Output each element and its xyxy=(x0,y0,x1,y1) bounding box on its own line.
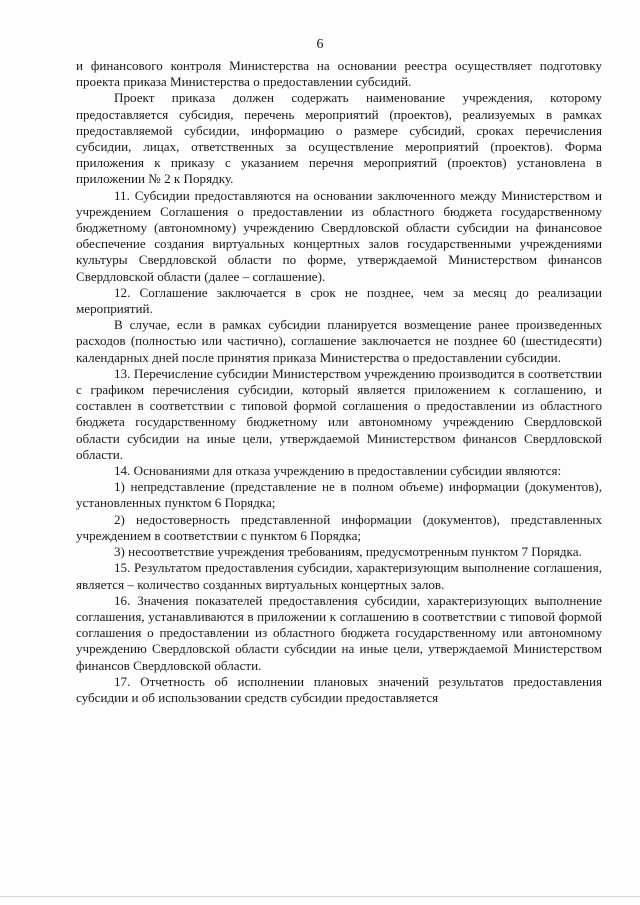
paragraph-16: 16. Значения показателей предоставления субсидии, характеризующих выполнение соглашения, устанавливаются в приложении к соглашению в соответствии с типовой формой соглашения о предоставлении из областного бюджета государственному или автономному учреждению Свердловской области субсидии на иные цели, утверждаемой Министерством финансов Свердловской области. xyxy=(76,592,602,673)
paragraph-13: 13. Перечисление субсидии Министерством учреждению производится в соответствии с графиком перечисления субсидии, который является приложением к соглашению, и составлен в соответствии с типовой формой соглашения о предоставлении из областного бюджета государственному бюджетному или автономному учреждению Свердловской области субсидии на иные цели, утверждаемой Министерством финансов Свердловской области. xyxy=(76,365,602,462)
paragraph-order-draft: Проект приказа должен содержать наименование учреждения, которому предоставляется субсидия, перечень мероприятий (проектов), реализуемых в рамках предоставляемой субсидии, информацию о размере субсидий, сроках перечисления субсидии, лицах, ответственных за осуществление мероприятий (проектов). Форма приложения к приказу с указанием перечня мероприятий (проектов) установлена в приложении № 2 к Порядку. xyxy=(76,90,602,187)
paragraph-14-item-1: 1) непредставление (представление не в полном объеме) информации (документов), установленных пунктом 6 Порядка; xyxy=(76,479,602,511)
document-body xyxy=(76,58,602,706)
paragraph-15: 15. Результатом предоставления субсидии, характеризующим выполнение соглашения, является – количество созданных виртуальных концертных залов. xyxy=(76,560,602,592)
paragraph-14-item-3: 3) несоответствие учреждения требованиям, предусмотренным пунктом 7 Порядка. xyxy=(114,544,582,560)
paragraph-continuation: и финансового контроля Министерства на основании реестра осуществляет подготовку проекта приказа Министерства о предоставлении субсидий. xyxy=(76,58,602,90)
paragraph-12-reimbursement: В случае, если в рамках субсидии планируется возмещение ранее произведенных расходов (полностью или частично), соглашение заключается не позднее 60 (шестидесяти) календарных дней после принятия приказа Министерства о предоставлении субсидии. xyxy=(76,317,602,365)
paragraph-12: 12. Соглашение заключается в срок не позднее, чем за месяц до реализации мероприятий. xyxy=(76,284,602,317)
paragraph-14: 14. Основаниями для отказа учреждению в предоставлении субсидии являются: xyxy=(114,463,562,479)
paragraph-11: 11. Субсидии предоставляются на основании заключенного между Министерством и учреждением Соглашения о предоставлении из областного бюджета государственному бюджетному (автономному) учреждению Свердловской области субсидии на финансовое обеспечение создания виртуальных концертных залов государственными учреждениями культуры Свердловской области по форме, утверждаемой Министерством финансов Свердловской области (далее – соглашение). xyxy=(76,187,602,284)
paragraph-17: 17. Отчетность об исполнении плановых значений результатов предоставления субсидии и об использовании средств субсидии предоставляется xyxy=(76,673,602,705)
paragraph-14-item-2: 2) недостоверность представленной информации (документов), представленных учреждением в соответствии с пунктом 6 Порядка; xyxy=(76,511,602,543)
page-number: 6 xyxy=(316,37,324,52)
bottom-divider xyxy=(0,896,640,897)
